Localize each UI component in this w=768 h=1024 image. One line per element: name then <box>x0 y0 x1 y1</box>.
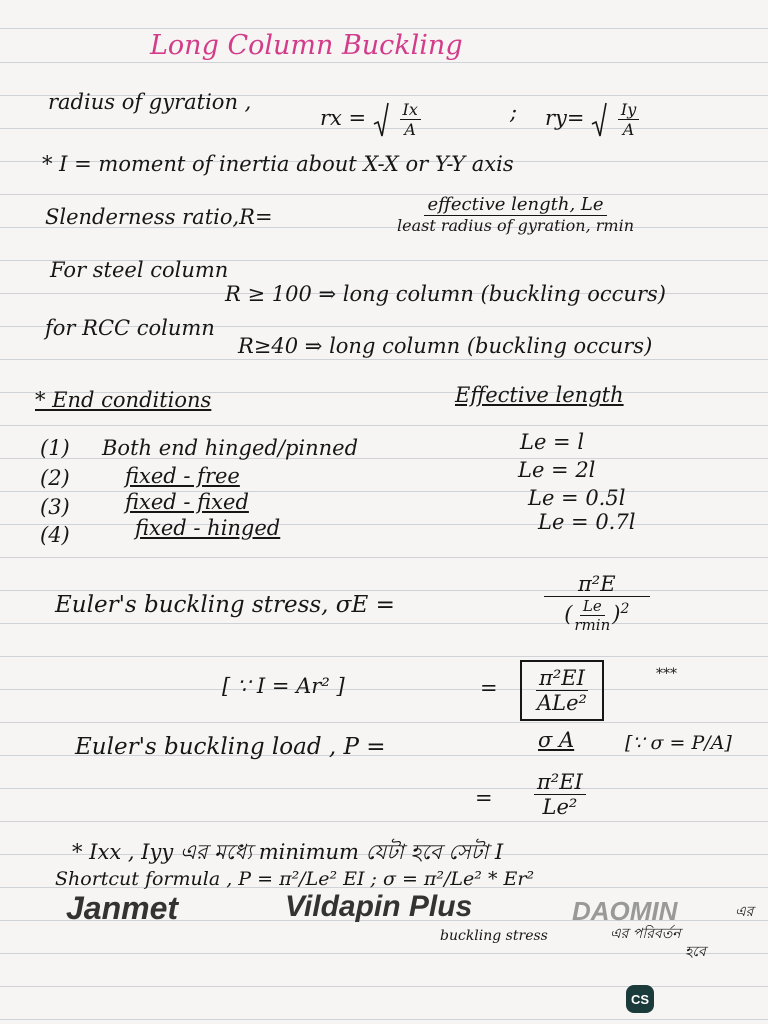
minimum-note: * Ixx , Iyy এর মধ্যে minimum যেটা হবে সেটা I <box>72 840 504 864</box>
moment-note: * I = moment of inertia about X-X or Y-Y axis <box>42 152 514 176</box>
ry-fraction <box>618 100 639 139</box>
condition-no-2: (2) <box>40 466 70 490</box>
radius-label: radius of gyration , <box>48 90 252 114</box>
condition-name-1: Both end hinged/pinned <box>102 436 359 460</box>
rmin-text: rmin <box>574 616 611 634</box>
euler-load-fraction <box>530 770 590 819</box>
rcc-rule: R≥40 ⇒ long column (buckling occurs) <box>238 334 653 358</box>
rx-label: rx = <box>320 106 367 130</box>
load-numerator: π²EI <box>534 770 586 795</box>
condition-value-3: Le = 0.5l <box>528 486 626 510</box>
le-text: Le <box>580 597 605 616</box>
radius-line <box>48 90 251 114</box>
a-text: A <box>404 120 416 139</box>
ry-label: ry= <box>545 106 585 130</box>
annotation-right-mid: এর পরিবর্তন <box>610 926 681 942</box>
condition-no-1: (1) <box>40 436 70 460</box>
euler-stress-fraction: π²E ( $\frac{Le}{rmin}$ )$^2$ <box>540 572 654 634</box>
slenderness-label: Slenderness ratio,R= <box>45 205 273 229</box>
boxed-denominator: ALe² <box>537 691 587 715</box>
condition-value-2: Le = 2l <box>518 458 596 482</box>
effective-length-header: Effective length <box>455 383 624 407</box>
condition-name-4: fixed - hinged <box>135 516 281 540</box>
load-denominator: Le² <box>542 795 578 819</box>
condition-value-1: Le = l <box>520 430 585 454</box>
steel-label: For steel column <box>50 258 229 282</box>
rx-formula <box>320 100 425 139</box>
annotation-right-bot: হবে <box>685 944 706 960</box>
euler-load-label: Euler's buckling load , P = <box>75 734 386 760</box>
logo-daomin: DAOMIN <box>572 896 678 926</box>
slenderness-fraction <box>390 194 641 235</box>
ry-formula <box>545 100 643 139</box>
star-mark: *** <box>656 666 677 682</box>
condition-no-4: (4) <box>40 523 70 547</box>
sigma-note: [∵ σ = P/A] <box>625 732 732 754</box>
equals-sign: = <box>475 786 493 810</box>
annotation-buckling-stress: buckling stress <box>440 928 548 944</box>
page-title: Long Column Buckling <box>150 30 463 61</box>
sqrt-sign <box>591 102 607 138</box>
ix-text: Ix <box>400 100 421 120</box>
separator: ; <box>510 100 518 124</box>
condition-no-3: (3) <box>40 495 70 519</box>
boxed-formula <box>520 660 604 721</box>
condition-name-3: fixed - fixed <box>125 490 249 514</box>
a-text: A <box>622 120 635 139</box>
euler-stress-label: Euler's buckling stress, σE = <box>55 592 395 618</box>
substitution-note: [ ∵ I = Ar² ] <box>222 674 345 698</box>
equals-sign: = <box>480 676 498 700</box>
condition-value-4: Le = 0.7l <box>538 510 636 534</box>
power-text: 2 <box>620 601 630 617</box>
end-conditions-title: * End conditions <box>35 388 212 412</box>
iy-text: Iy <box>618 100 639 120</box>
steel-rule: R ≥ 100 ⇒ long column (buckling occurs) <box>225 282 666 306</box>
logo-janmet: Janmet <box>66 890 179 926</box>
condition-name-2: fixed - free <box>125 464 240 488</box>
sqrt-sign <box>373 102 389 138</box>
boxed-numerator: π²EI <box>536 666 588 691</box>
rx-fraction <box>400 100 421 139</box>
slenderness-denominator: least radius of gyration, rmin <box>397 216 635 235</box>
slenderness-numerator: effective length, Le <box>424 194 606 216</box>
camscanner-badge: CS <box>626 985 654 1013</box>
logo-vildapin: Vildapin Plus <box>285 890 473 923</box>
euler-stress-numerator: π²E <box>544 572 650 597</box>
rcc-label: for RCC column <box>45 316 215 340</box>
end-conditions-header <box>35 388 211 412</box>
annotation-right-top: এর <box>735 904 754 920</box>
sigma-a-text: σ A <box>538 728 575 752</box>
shortcut-formula: Shortcut formula , P = π²/Le² EI ; σ = π²/Le² * Er² <box>55 868 535 890</box>
